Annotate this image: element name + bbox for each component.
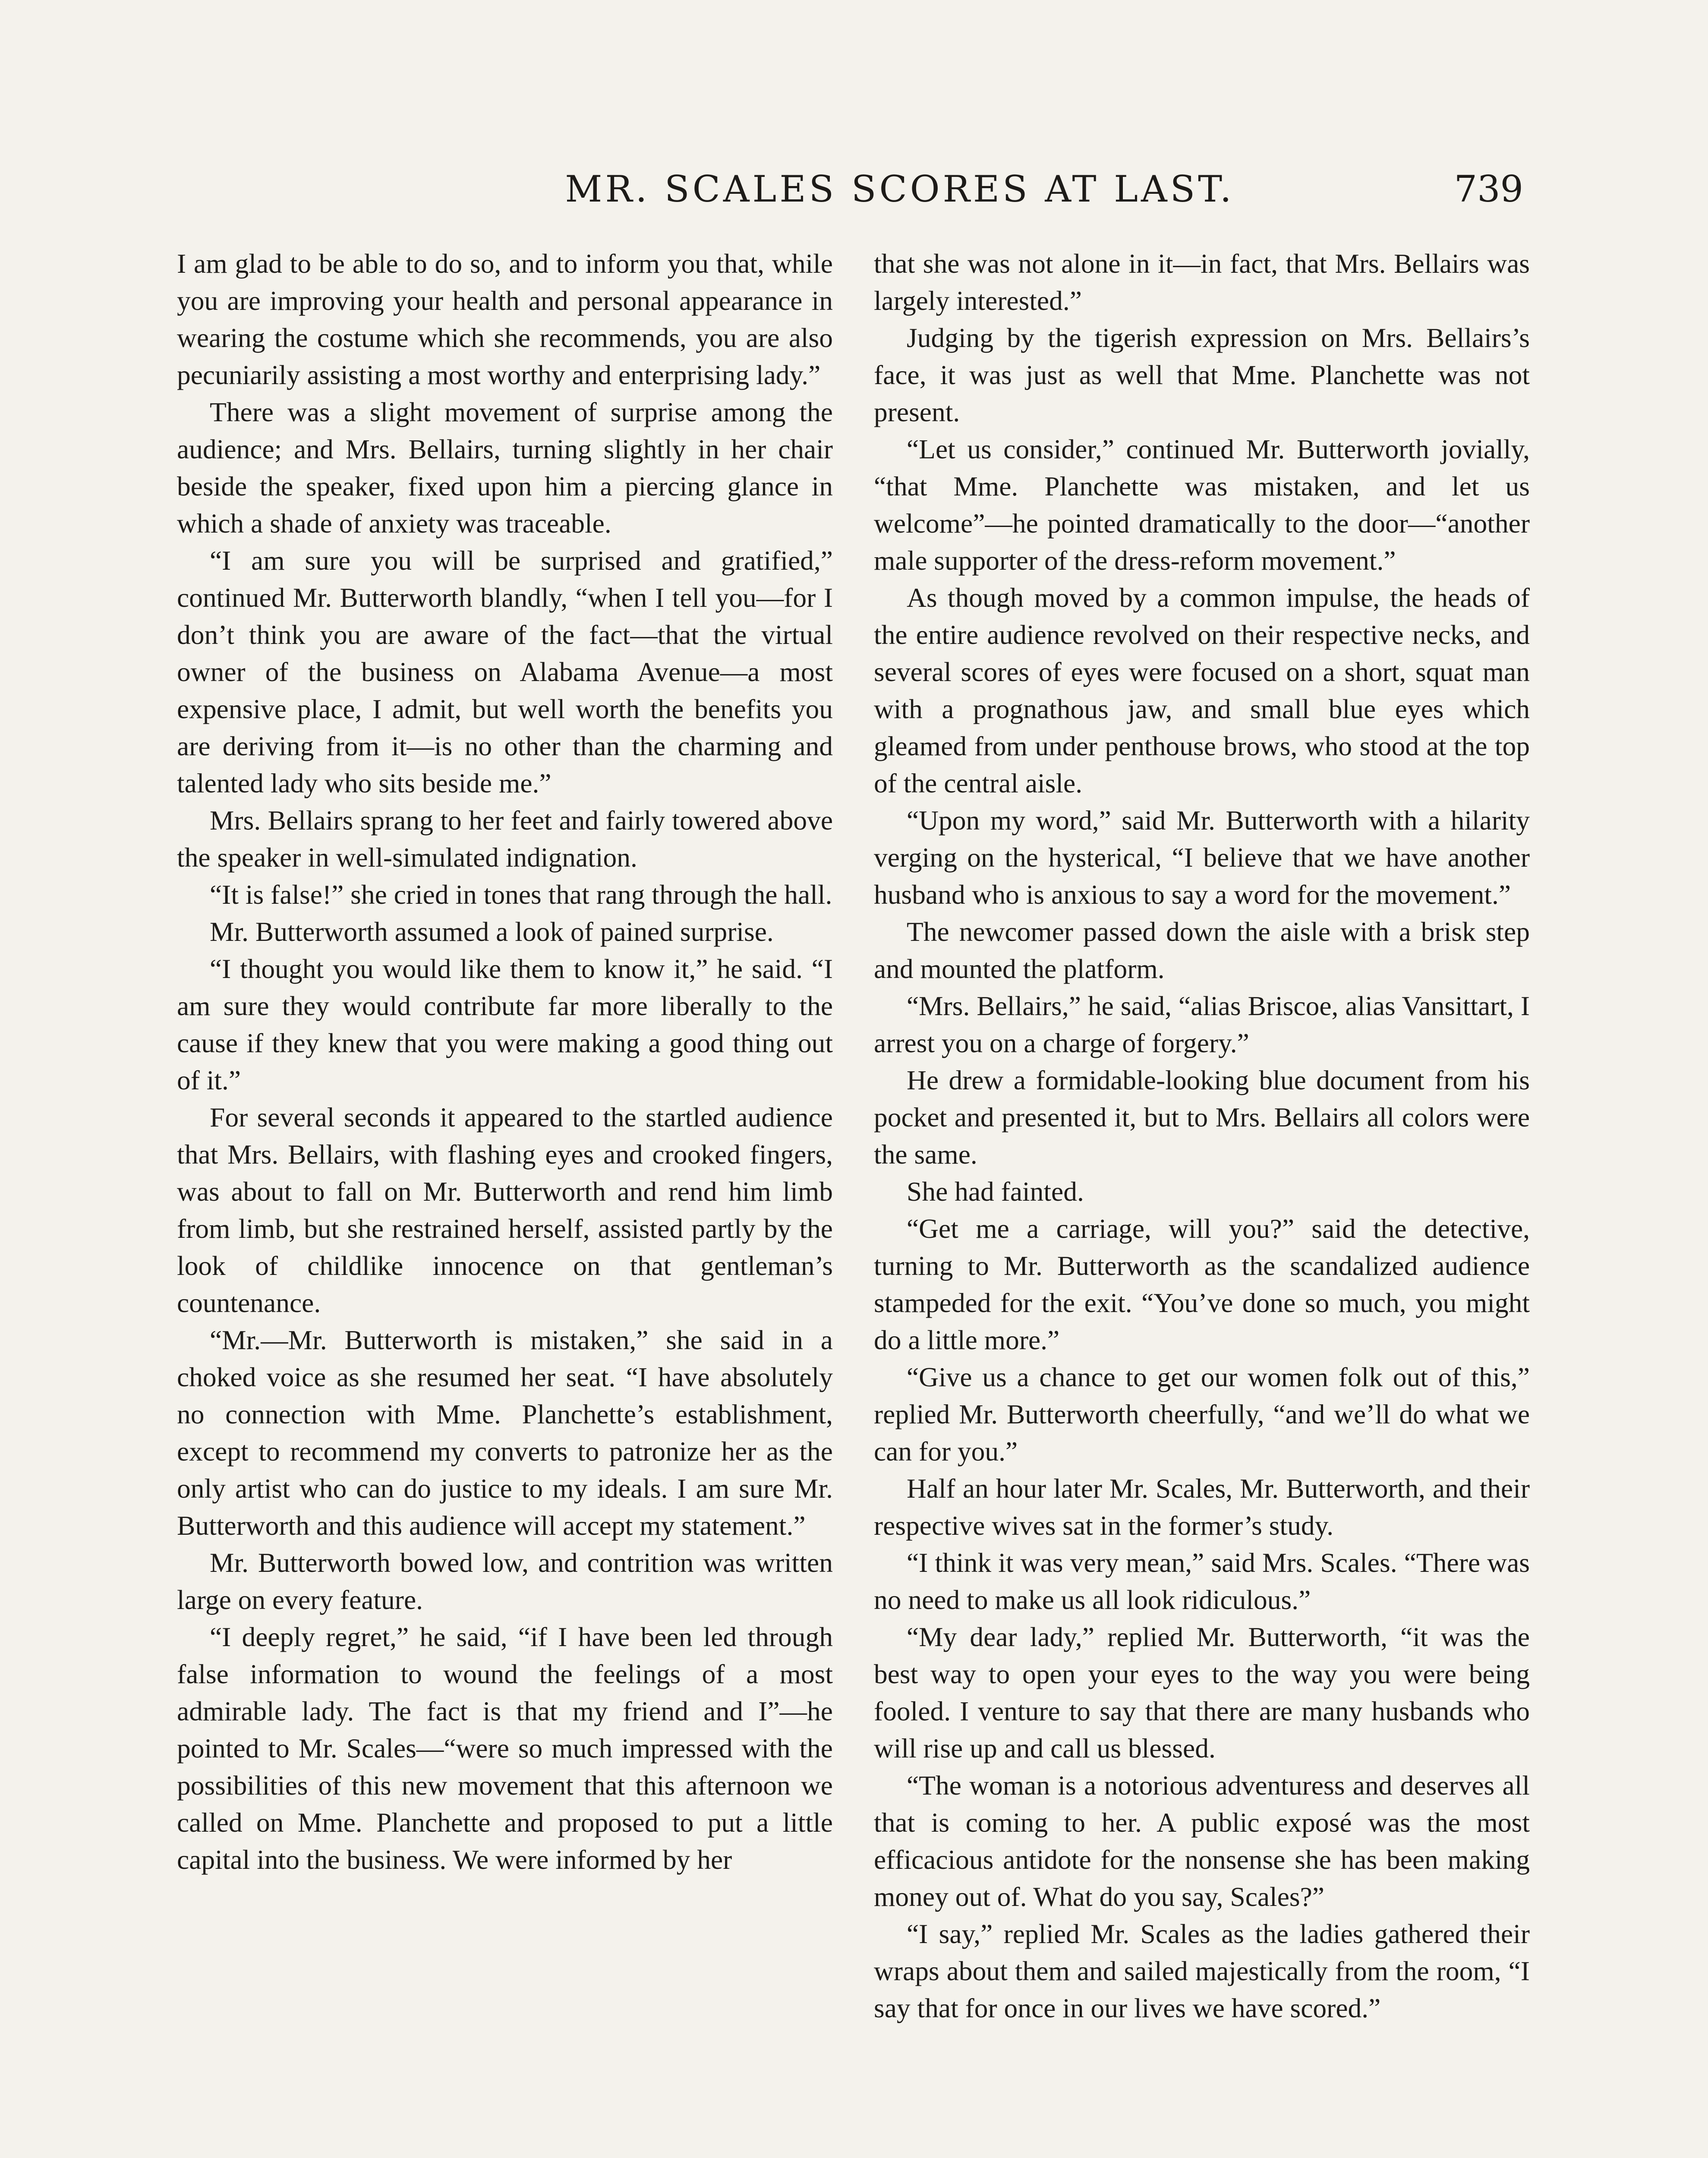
paragraph: For several seconds it appeared to the startled audience that Mrs. Bellairs, with flashing eyes and crooked fingers, was about to fall on Mr. Butterworth and rend him limb from limb, but she restrained herself, assisted partly by the look of childlike innocence on that gentleman’s countenance. [177,1102,833,1318]
paragraph: “Give us a chance to get our women folk out of this,” replied Mr. Butterworth cheerfully, “and we’ll do what we can for you.” [874,1362,1530,1467]
paragraph: Mr. Butterworth assumed a look of pained surprise. [210,916,774,947]
paragraph: “It is false!” she cried in tones that rang through the hall. [210,879,832,910]
paragraph: “I think it was very mean,” said Mrs. Scales. “There was no need to make us all look ridiculous.” [874,1547,1530,1615]
paragraph: that she was not alone in it—in fact, that Mrs. Bellairs was largely interested.” [874,248,1530,316]
page-number: 739 [1454,168,1523,210]
paragraph: She had fainted. [907,1176,1084,1207]
paragraph: “Upon my word,” said Mr. Butterworth with a hilarity verging on the hysterical, “I believe that we have another husband who is anxious to say a word for the movement.” [874,805,1530,910]
paragraph: “I am sure you will be surprised and gratified,” continued Mr. Butterworth blandly, “when I tell you—for I don’t think you are aware of the fact—that the virtual owner of the business on Alabama Avenue—a most expensive place, I admit, but well worth the benefits you are deriving from it—is no other than the charming and talented lady who sits beside me.” [177,545,833,798]
paragraph: As though moved by a common impulse, the heads of the entire audience revolved on their respective necks, and several scores of eyes were focused on a short, squat man with a prognathous jaw, and small blue eyes which gleamed from under penthouse brows, who stood at the top of the central aisle. [874,582,1530,798]
paragraph: The newcomer passed down the aisle with a brisk step and mounted the platform. [874,916,1530,984]
paragraph: “I say,” replied Mr. Scales as the ladies gathered their wraps about them and sailed majestically from the room, “I say that for once in our lives we have scored.” [874,1918,1530,2023]
paragraph: “The woman is a notorious adventuress and deserves all that is coming to her. A public exposé was the most efficacious antidote for the nonsense she has been making money out of. What do you say, Scales?” [874,1770,1530,1912]
paragraph: I am glad to be able to do so, and to inform you that, while you are improving your health and personal appearance in wearing the costume which she recommends, you are also pecuniarily assisting a most worthy and enterprising lady.” [177,248,833,390]
paragraph: “Mrs. Bellairs,” he said, “alias Briscoe, alias Vansittart, I arrest you on a charge of forgery.” [874,991,1530,1058]
paragraph: There was a slight movement of surprise among the audience; and Mrs. Bellairs, turning slightly in her chair beside the speaker, fixed upon him a piercing glance in which a shade of anxiety was traceable. [177,397,833,539]
paragraph: “I deeply regret,” he said, “if I have been led through false information to wound the feelings of a most admirable lady. The fact is that my friend and I”—he pointed to Mr. Scales—“were so much impressed with the possibilities of this new movement that this afternoon we called on Mme. Planchette and proposed to put a little capital into the business. We were informed by her [177,1622,833,1875]
paragraph: “Get me a carriage, will you?” said the detective, turning to Mr. Butterworth as the scandalized audience stampeded for the exit. “You’ve done so much, you might do a little more.” [874,1213,1530,1355]
paragraph: Judging by the tigerish expression on Mrs. Bellairs’s face, it was just as well that Mme. Planchette was not present. [874,322,1530,427]
paragraph: “I thought you would like them to know it,” he said. “I am sure they would contribute far more liberally to the cause if they knew that you were making a good thing out of it.” [177,953,833,1095]
paragraph: Half an hour later Mr. Scales, Mr. Butterworth, and their respective wives sat in the former’s study. [874,1473,1530,1541]
paragraph: “Let us consider,” continued Mr. Butterworth jovially, “that Mme. Planchette was mistaken, and let us welcome”—he pointed dramatically to the door—“another male supporter of the dress-reform movement.” [874,434,1530,576]
right-text-column [874,245,1530,2027]
left-text-column [177,245,833,1878]
paragraph: “Mr.—Mr. Butterworth is mistaken,” she said in a choked voice as she resumed her seat. “I have absolutely no connection with Mme. Planchette’s establishment, except to recommend my converts to patronize her as the only artist who can do justice to my ideals. I am sure Mr. Butterworth and this audience will accept my statement.” [177,1325,833,1541]
paragraph: He drew a formidable-looking blue document from his pocket and presented it, but to Mrs. Bellairs all colors were the same. [874,1065,1530,1170]
paragraph: Mr. Butterworth bowed low, and contrition was written large on every feature. [177,1547,833,1615]
page-header [177,163,1523,215]
paragraph: “My dear lady,” replied Mr. Butterworth, “it was the best way to open your eyes to the way you were being fooled. I venture to say that there are many husbands who will rise up and call us blessed. [874,1622,1530,1764]
running-title: MR. SCALES SCORES AT LAST. [565,168,1235,210]
paragraph: Mrs. Bellairs sprang to her feet and fairly towered above the speaker in well-simulated indignation. [177,805,833,873]
